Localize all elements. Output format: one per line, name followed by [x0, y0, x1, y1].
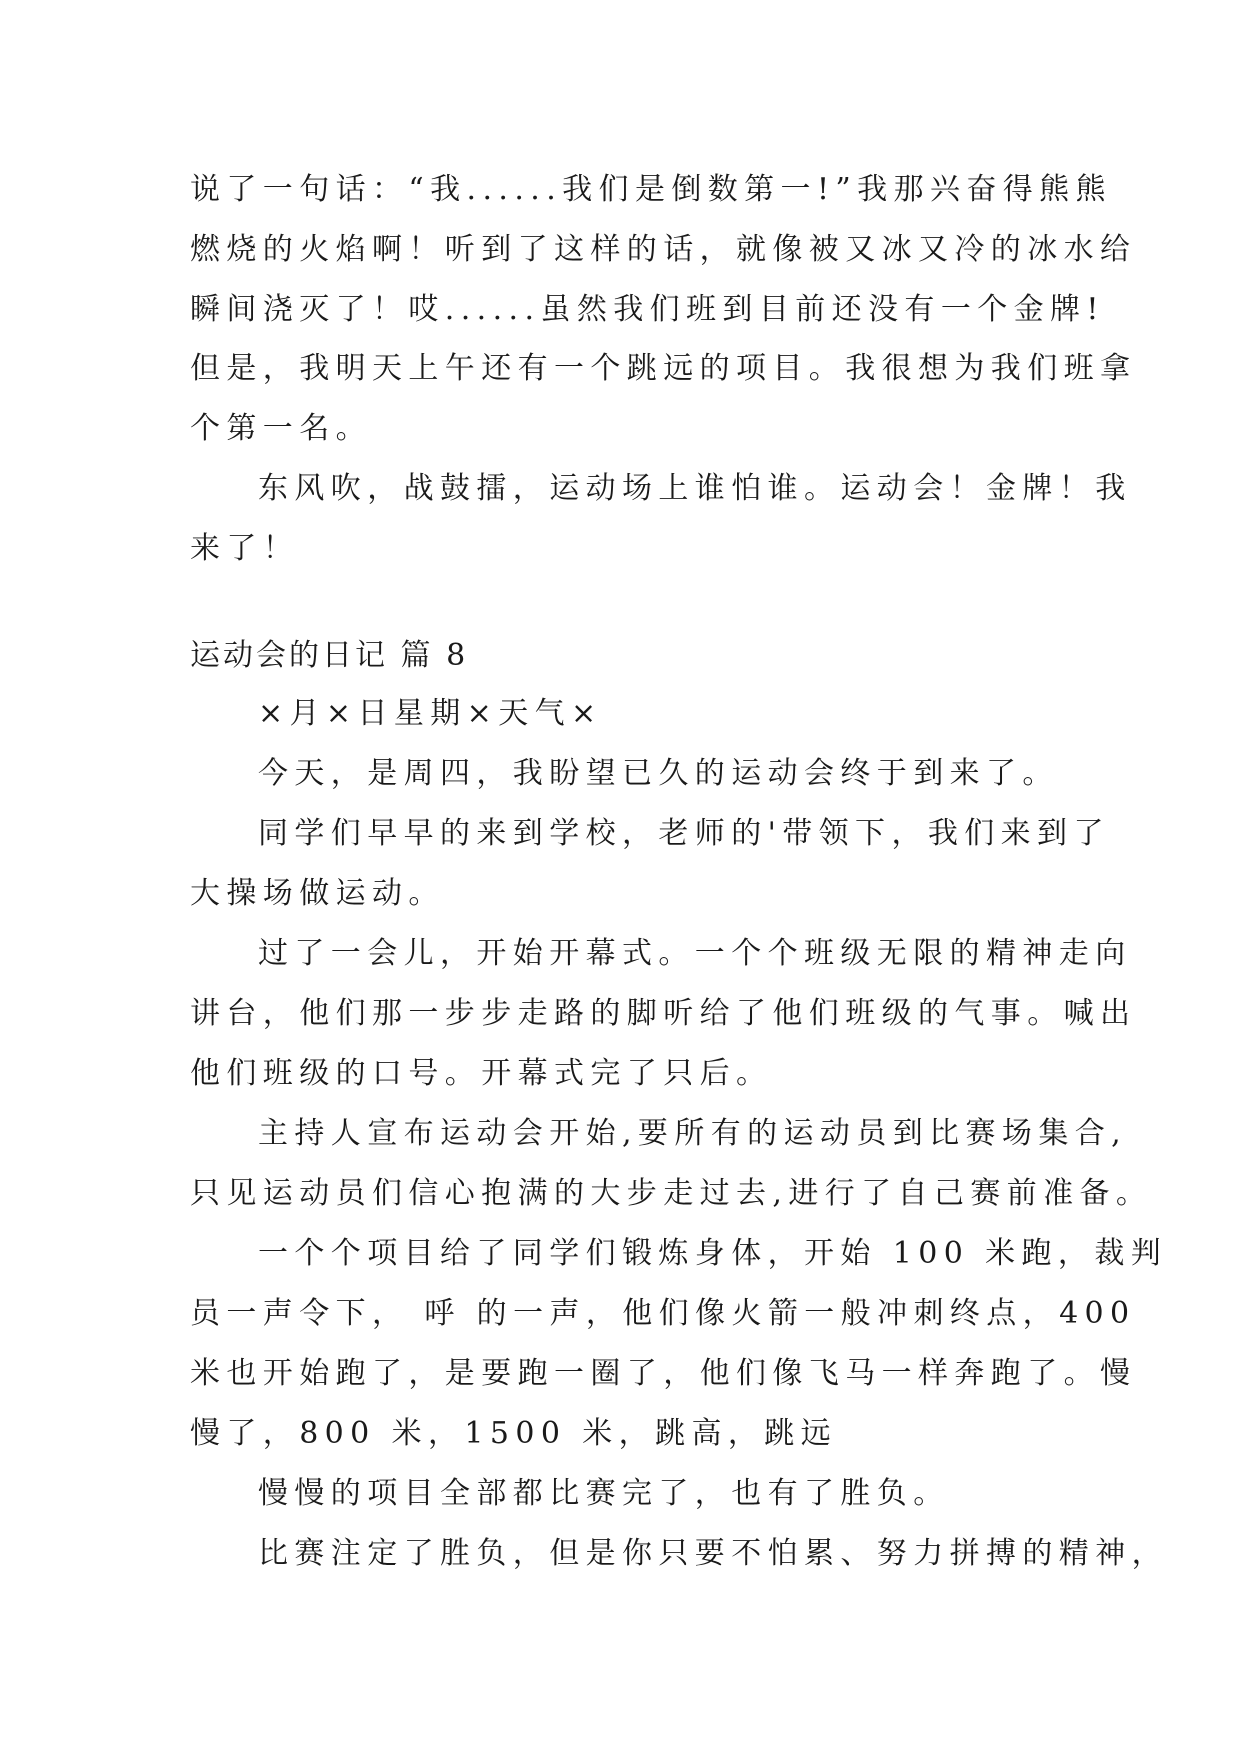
paragraph-start: 一个个项目给了同学们锻炼身体，开始 100 米跑，裁判: [258, 1236, 1168, 1271]
text-line: 大操场做运动。: [190, 876, 445, 911]
section-title: 运动会的日记 篇 8: [190, 638, 469, 673]
text-line: 燃烧的火焰啊！听到了这样的话，就像被又冰又冷的冰水给: [190, 232, 1137, 267]
paragraph-start: 慢慢的项目全部都比赛完了，也有了胜负。: [258, 1476, 950, 1511]
text-line: 米也开始跑了，是要跑一圈了，他们像飞马一样奔跑了。慢: [190, 1356, 1137, 1391]
paragraph-start: 主持人宣布运动会开始,要所有的运动员到比赛场集合,: [258, 1116, 1128, 1151]
date-line: ×月×日星期×天气×: [258, 696, 603, 731]
paragraph-start: 今天，是周四，我盼望已久的运动会终于到来了。: [258, 756, 1059, 791]
text-line: 来了！: [190, 531, 300, 566]
paragraph-start: 东风吹，战鼓擂，运动场上谁怕谁。运动会！金牌！我: [258, 471, 1132, 506]
text-line: 慢了，800 米，1500 米，跳高，跳远: [190, 1416, 838, 1451]
text-line: 说了一句话：“我......我们是倒数第一!”我那兴奋得熊熊: [190, 172, 1112, 207]
text-line: 员一声令下， 呼 的一声，他们像火箭一般冲刺终点，400: [190, 1296, 1136, 1331]
paragraph-start: 过了一会儿，开始开幕式。一个个班级无限的精神走向: [258, 936, 1132, 971]
text-line: 他们班级的口号。开幕式完了只后。: [190, 1056, 773, 1091]
text-line: 瞬间浇灭了！哎......虽然我们班到目前还没有一个金牌!: [190, 292, 1105, 327]
text-line: 但是，我明天上午还有一个跳远的项目。我很想为我们班拿: [190, 351, 1137, 386]
paragraph-start: 比赛注定了胜负，但是你只要不怕累、努力拼搏的精神，: [258, 1536, 1168, 1571]
text-line: 个第一名。: [190, 411, 372, 446]
text-line: 只见运动员们信心抱满的大步走过去,进行了自己赛前准备。: [190, 1176, 1153, 1211]
text-line: 讲台，他们那一步步走路的脚听给了他们班级的气事。喊出: [190, 996, 1137, 1031]
paragraph-start: 同学们早早的来到学校，老师的'带领下，我们来到了: [258, 816, 1110, 851]
